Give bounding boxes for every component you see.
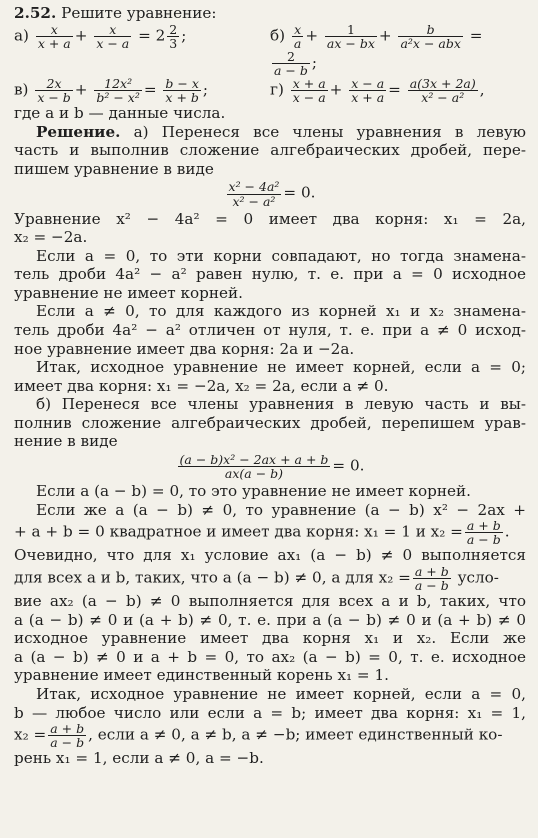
solution-line: Уравнение x² − 4a² = 0 имеет два корня: x₁ = 2a,	[14, 209, 526, 228]
fraction: $\frac{\text{x² − 4a²}}{\text{x² − a²}}$	[228, 179, 280, 209]
fraction: $\frac{1}{ax - bx}$	[326, 21, 375, 51]
solution-line: тель дроби 4a² − a² равен нулю, т. е. при a = 0 исходное	[14, 265, 526, 284]
solution-line: x₂ = −2a.	[14, 228, 88, 247]
solution-line: Если a (a − b) = 0, то это уравнение не имеет корней.	[36, 482, 471, 501]
solution-line: пишем уравнение в виде	[14, 159, 214, 178]
solution-line: имеет два корня: x₁ = −2a, x₂ = 2a, если a ≠ 0.	[14, 376, 389, 395]
solution-line: вие ax₂ (a − b) ≠ 0 выполняется для всех a и b, таких, что	[14, 592, 526, 611]
solution-line: для всех a и b, таких, что a (a − b) ≠ 0, а для x₂ = $\frac{a + b}{a - b}$ усло-	[14, 563, 499, 594]
fraction: $\frac{a + b}{a - b}$	[466, 518, 501, 548]
solution-line: рень x₁ = 1, если a ≠ 0, a = −b.	[14, 749, 264, 768]
solution-line: Если a ≠ 0, то для каждого из корней x₁ и x₂ знамена-	[36, 302, 526, 321]
problem-header	[14, 4, 526, 23]
solution-line: часть и выполнив сложение алгебраических дробей, пере-	[14, 141, 526, 160]
solution-line: полнив сложение алгебраических дробей, перепишем урав-	[14, 413, 526, 432]
task-a: а) $\frac{x}{x + a}$ + $\frac{x}{x - a}$ = 2 $\frac{2}{3}$ ;	[14, 21, 187, 51]
fraction: $\frac{x + a}{x - a}$	[292, 76, 326, 106]
fraction: $\frac{b - x}{x + b}$	[165, 76, 199, 106]
fraction: $\frac{a(3x + 2a)}{\text{x² − a²}}$	[409, 76, 476, 106]
solution-line: Очевидно, что для x₁ условие ax₁ (a − b) ≠ 0 выполняется	[14, 546, 526, 565]
fraction: $\frac{x}{a}$	[293, 21, 302, 51]
problem-title: Решите уравнение:	[61, 4, 217, 22]
task-g: г) $\frac{x + a}{x - a}$ + $\frac{x - a}{x + a}$ = $\frac{a(3x + 2a)}{\text{x² − a²}}$ ,	[270, 76, 485, 106]
solution-line: a (a − b) ≠ 0 и (a + b) ≠ 0, т. е. при a (a − b) ≠ 0 и (a + b) ≠ 0	[14, 610, 526, 629]
fraction: $\frac{x - a}{x + a}$	[351, 76, 385, 106]
fraction: $\frac{2}{3}$	[169, 21, 178, 51]
fraction: $\frac{\text{(a − b)x² − 2ax + a + b}}{ax(a - b)}$	[179, 451, 329, 481]
problem-number: 2.52.	[14, 4, 57, 22]
tasks-row-1	[14, 23, 526, 78]
solution-line: уравнение не имеет корней.	[14, 283, 243, 302]
fraction: $\frac{x}{x + a}$	[37, 21, 71, 51]
solution-line: исходное уравнение имеет два корня x₁ и x₂. Если же	[14, 629, 526, 648]
solution-line: Решение. а) Перенеся все члены уравнения в левую	[36, 122, 527, 141]
solution-line: b — любое число или если a = b; имеет два корня: x₁ = 1,	[14, 703, 526, 722]
solution-line: Если же a (a − b) ≠ 0, то уравнение (a − b) x² − 2ax +	[36, 500, 526, 519]
solution-line: Итак, исходное уравнение не имеет корней, если a = 0;	[36, 358, 526, 377]
fraction: $\frac{b}{\text{a²x − abx}}$	[400, 21, 461, 51]
solution-line: a (a − b) ≠ 0 и a + b = 0, то ax₂ (a − b) = 0, т. е. исходное	[14, 647, 526, 666]
solution-line: Итак, исходное уравнение не имеет корней, если a = 0,	[36, 684, 526, 703]
solution-line: ное уравнение имеет два корня: 2a и −2a.	[14, 339, 355, 358]
given-note: где a и b — данные числа.	[14, 104, 226, 123]
solution-line: тель дроби 4a² − a² отличен от нуля, т. е. при a ≠ 0 исход-	[14, 321, 526, 340]
fraction: $\frac{\text{12x²}}{\text{b² − x²}}$	[96, 76, 140, 106]
fraction: $\frac{x}{x - a}$	[96, 21, 130, 51]
solution-line: Если a = 0, то эти корни совпадают, но тогда знамена-	[36, 246, 526, 265]
solution-line: нение в виде	[14, 432, 118, 451]
solution-line: уравнение имеет единственный корень x₁ = 1.	[14, 666, 389, 685]
solution-line: б) Перенеся все члены уравнения в левую часть и вы-	[36, 395, 526, 414]
tasks-row-2	[14, 77, 526, 104]
solution-line: + a + b = 0 квадратное и имеет два корня: x₁ = 1 и x₂ = $\frac{a + b}{a - b}$ .	[14, 518, 510, 548]
equation-2: $\frac{\text{(a − b)x² − 2ax + a + b}}{ax(a - b)}$ = 0.	[179, 451, 365, 481]
task-b: б) $\frac{x}{a}$ + $\frac{1}{ax - bx}$ + $\frac{b}{\text{a²x − abx}}$ = $\frac{2}{a - b}$ ;	[270, 21, 483, 78]
fraction: $\frac{2x}{x - b}$	[37, 76, 71, 106]
fraction: $\frac{a + b}{a - b}$	[50, 721, 85, 751]
fraction: $\frac{a + b}{a - b}$	[414, 563, 449, 594]
solution-line: x₂ = $\frac{a + b}{a - b}$ , если a ≠ 0, a ≠ b, a ≠ −b; имеет единственный ко-	[14, 721, 503, 751]
fraction: $\frac{2}{a - b}$	[274, 48, 308, 78]
task-v: в) $\frac{2x}{x - b}$ + $\frac{\text{12x²}}{\text{b² − x²}}$ = $\frac{b - x}{x + b}$ ;	[14, 76, 209, 106]
solution-title: Решение.	[36, 122, 121, 141]
equation-1: $\frac{\text{x² − 4a²}}{\text{x² − a²}}$ = 0.	[228, 179, 316, 209]
